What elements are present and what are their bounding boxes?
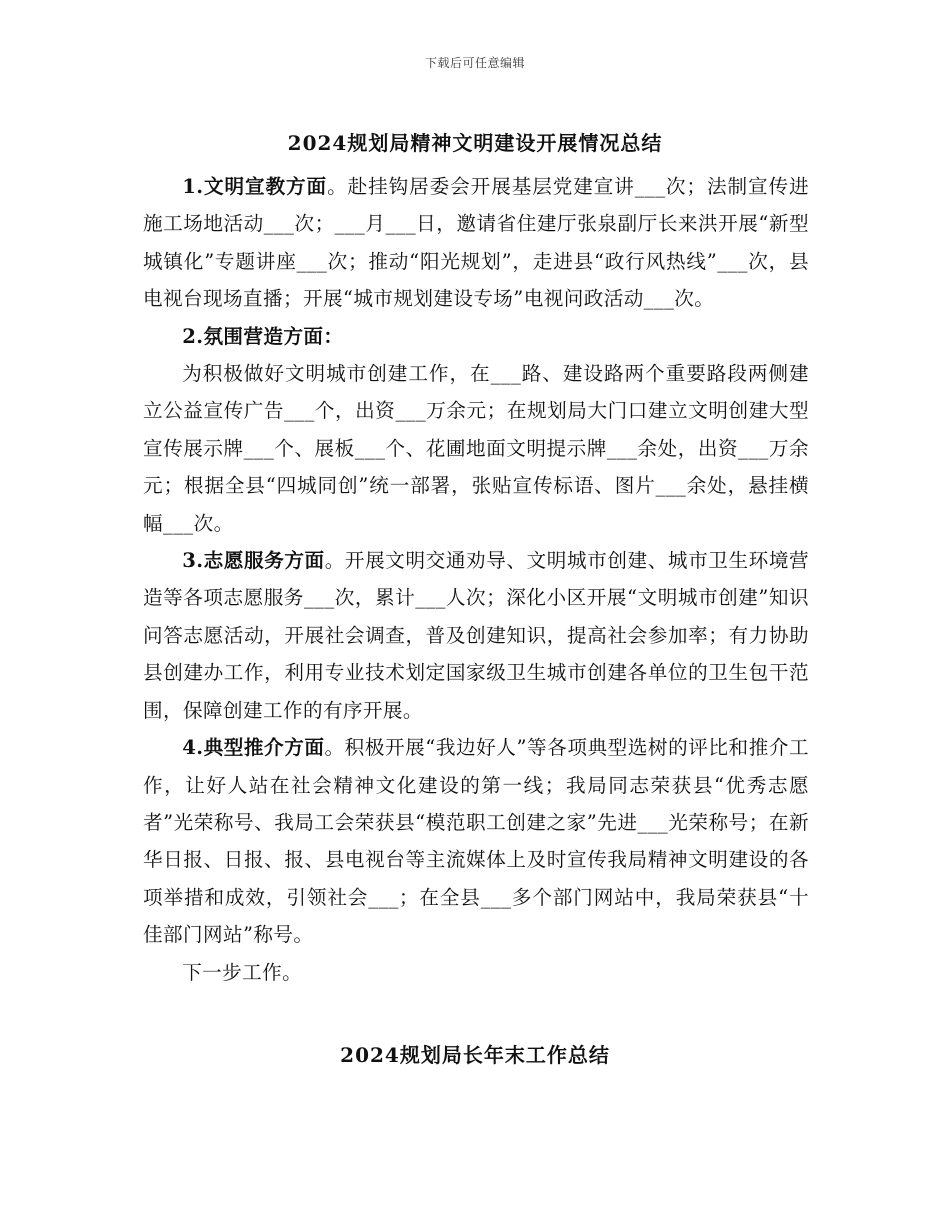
section-text: 。开展文明交通劝导、文明城市创建、城市卫生环境营造等各项志愿服务___次，累计___人次；深化小区开展“文明城市创建”知识问答志愿活动，开展社会调查，普及创建知识，提高社会参加率；有力协助县创建办工作，利用专业技术划定国家级卫生城市创建各单位的卫生包干范围，保障创建工作的有序开展。 — [143, 549, 809, 722]
section-paragraph — [143, 729, 809, 953]
document-body — [143, 168, 809, 991]
section-paragraph — [143, 542, 809, 729]
section-paragraph — [143, 954, 809, 991]
next-document-title: 2024规划局长年末工作总结 — [340, 1043, 610, 1067]
section-text: 为积极做好文明城市创建工作，在___路、建设路两个重要路段两侧建立公益宣传广告___个，出资___万余元；在规划局大门口建立文明创建大型宣传展示牌___个、展板___个、花圃地面文明提示牌___余处，出资___万余元；根据全县“四城同创”统一部署，张贴宣传标语、图片___余处，悬挂横幅___次。 — [143, 362, 809, 535]
section-text: 。赴挂钩居委会开展基层党建宣讲___次；法制宣传进施工场地活动___次；___月___日，邀请省住建厅张泉副厅长来洪开展“新型城镇化”专题讲座___次；推动“阳光规划”，走进县“政行风热线”___次，县电视台现场直播；开展“城市规划建设专场”电视问政活动___次。 — [143, 175, 810, 311]
section-heading: 2.氛围营造方面： — [182, 324, 344, 348]
section-text: 下一步工作。 — [182, 960, 303, 984]
section-heading: 1.文明宣教方面 — [182, 175, 328, 198]
section-heading: 3.志愿服务方面 — [182, 549, 325, 573]
section-paragraph — [143, 355, 809, 542]
section-paragraph — [143, 318, 809, 355]
document-title: 2024规划局精神文明建设开展情况总结 — [287, 131, 663, 155]
section-paragraph — [143, 168, 809, 318]
section-heading: 4.典型推介方面 — [182, 736, 325, 760]
header-note: 下载后可任意编辑 — [424, 56, 525, 70]
section-text: 。积极开展“我边好人”等各项典型选树的评比和推介工作，让好人站在社会精神文化建设的第一线；我局同志荣获县“优秀志愿者”光荣称号、我局工会荣获县“模范职工创建之家”先进___光荣称号；在新华日报、日报、报、县电视台等主流媒体上及时宣传我局精神文明建设的各项举措和成效，引领社会___；在全县___多个部门网站中，我局荣获县“十佳部门网站”称号。 — [143, 736, 809, 947]
